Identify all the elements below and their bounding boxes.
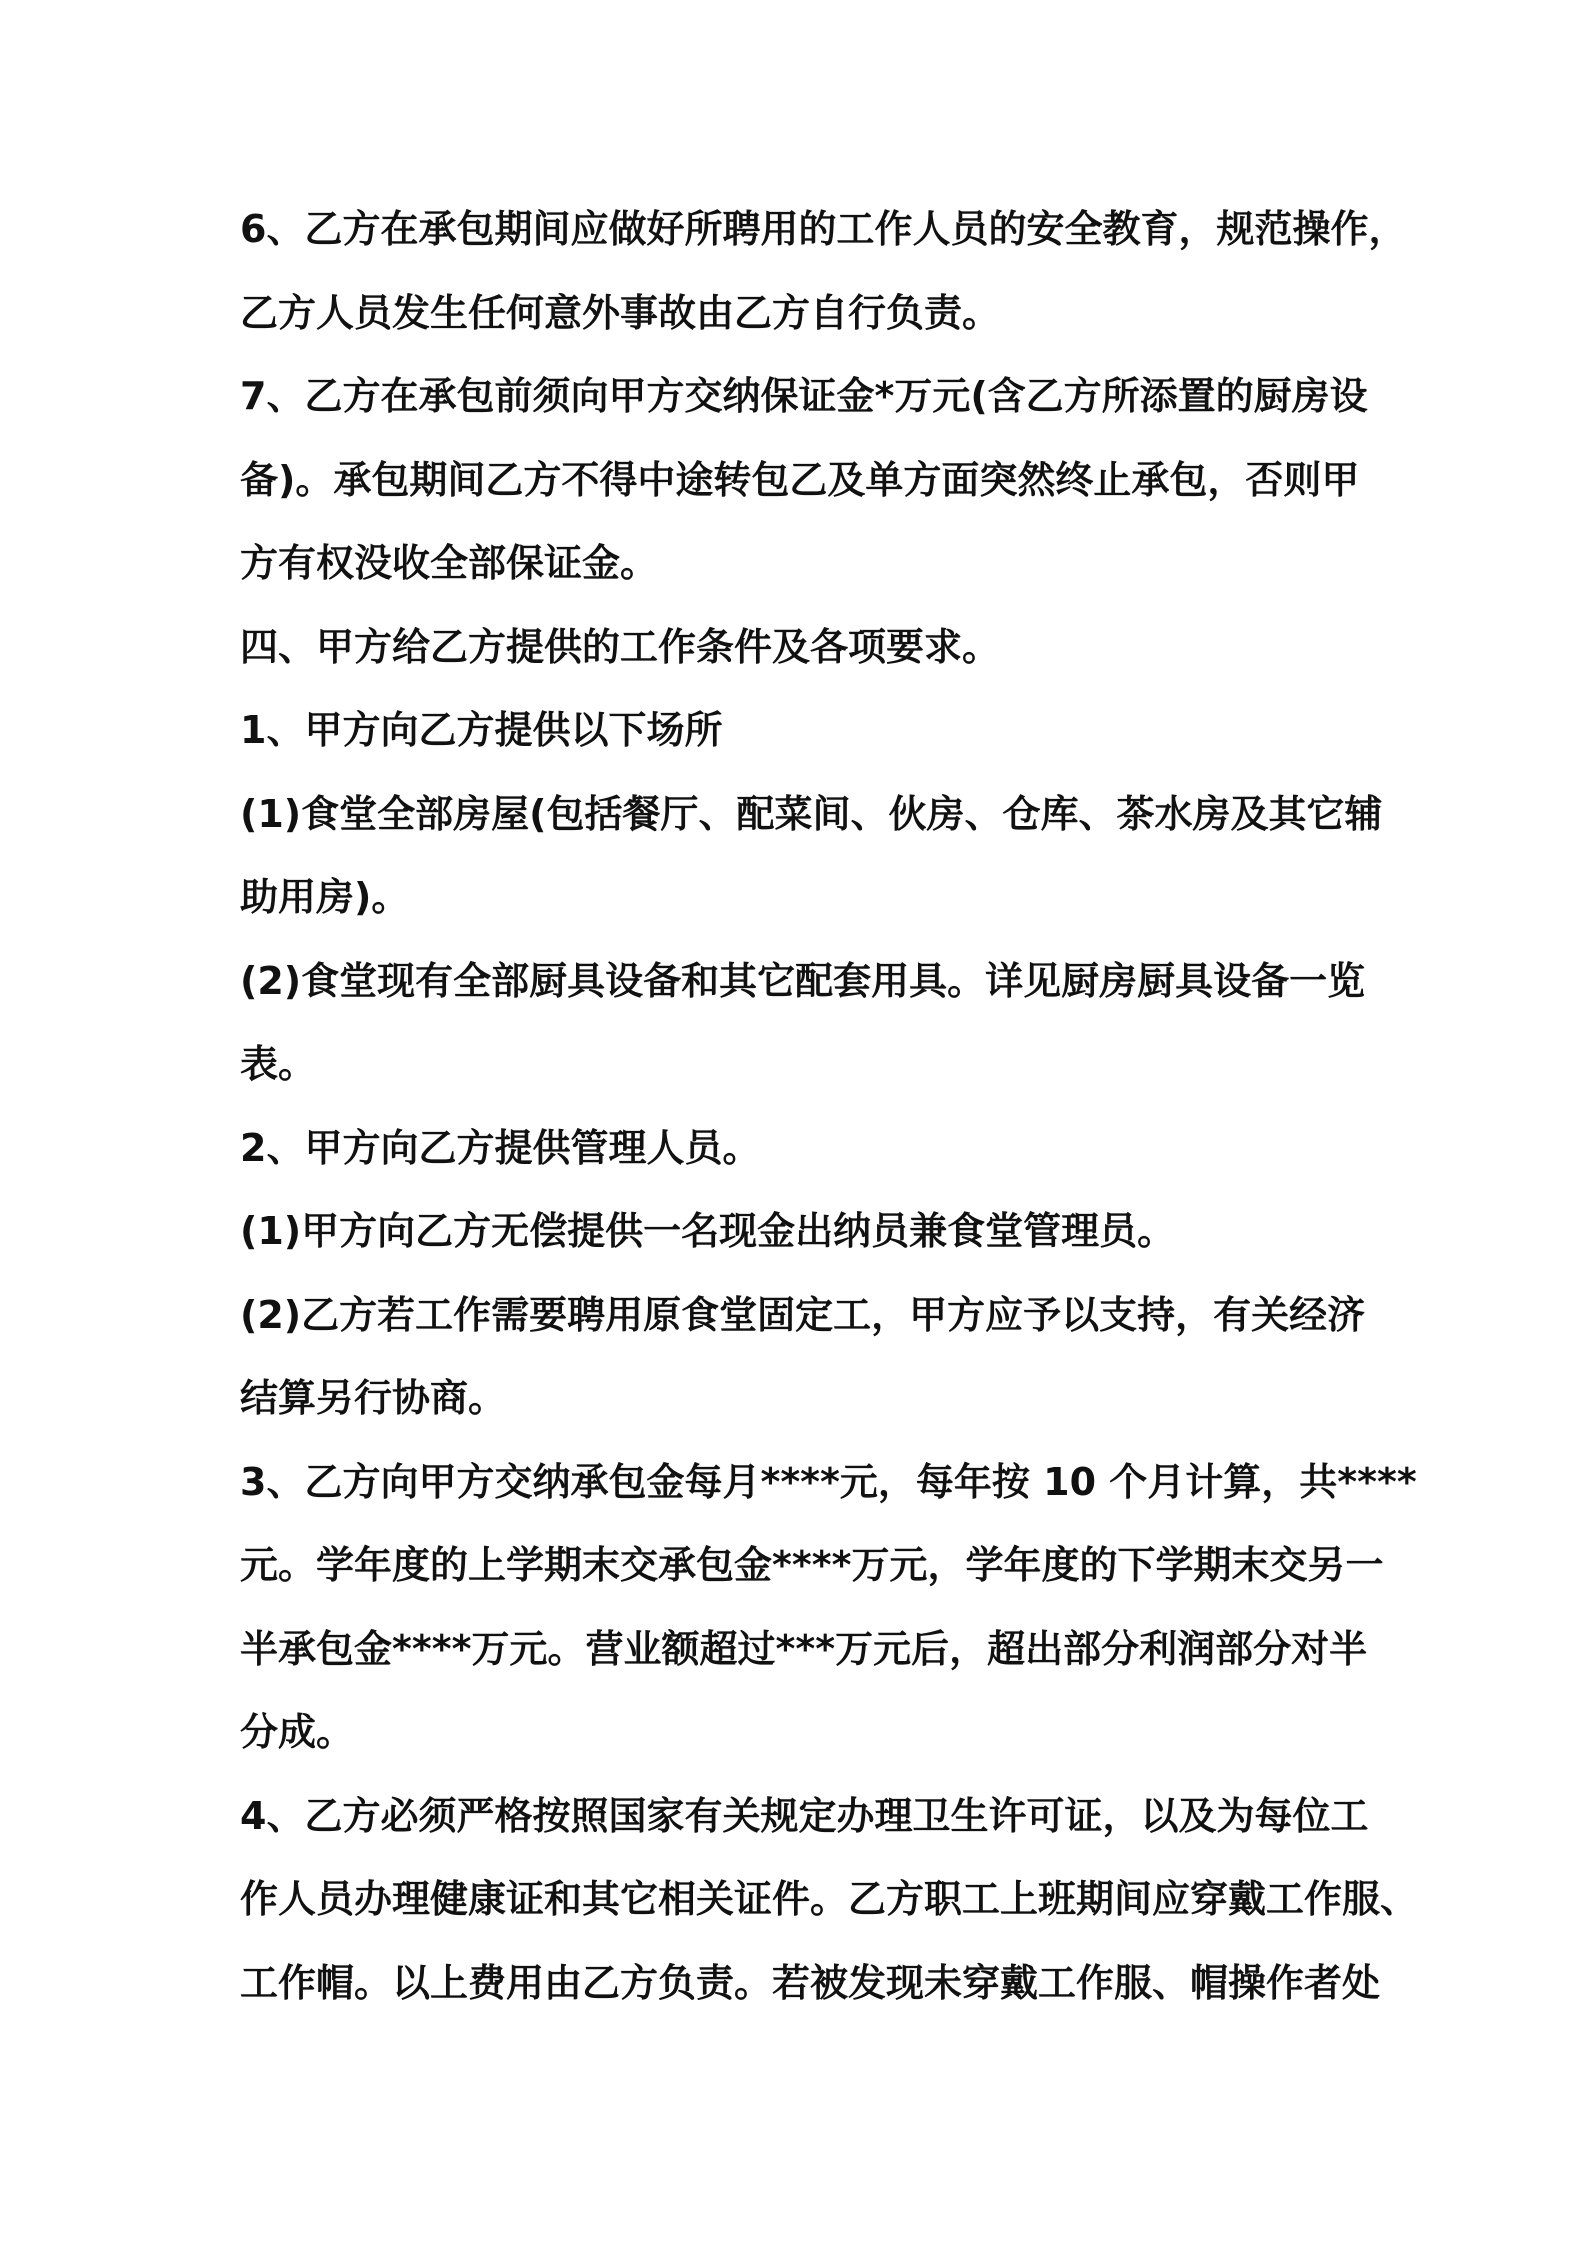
text-line: 3、乙方向甲方交纳承包金每月****元，每年按 10 个月计算，共**** [240, 1459, 1417, 1504]
text-line: 分成。 [240, 1710, 355, 1754]
document-body [240, 188, 1419, 2025]
text-line: 7、乙方在承包前须向甲方交纳保证金*万元(含乙方所添置的厨房设 [240, 374, 1368, 418]
text-line: 助用房)。 [240, 875, 410, 919]
text-line: 备)。承包期间乙方不得中途转包乙及单方面突然终止承包，否则甲 [240, 457, 1360, 502]
text-line: 工作帽。以上费用由乙方负责。若被发现未穿戴工作服、帽操作者处 [240, 1960, 1381, 2005]
text-line: 6、乙方在承包期间应做好所聘用的工作人员的安全教育，规范操作， [240, 207, 1407, 251]
text-line: (2)食堂现有全部厨具设备和其它配套用具。详见厨房厨具设备一览 [240, 958, 1366, 1003]
text-line: (2)乙方若工作需要聘用原食堂固定工，甲方应予以支持，有关经济 [240, 1292, 1366, 1337]
text-line: 作人员办理健康证和其它相关证件。乙方职工上班期间应穿戴工作服、 [240, 1877, 1419, 1921]
text-line: 表。 [240, 1042, 317, 1086]
text-line: 元。学年度的上学期末交承包金****万元，学年度的下学期末交另一 [240, 1543, 1384, 1587]
text-line: 结算另行协商。 [240, 1376, 507, 1420]
text-line: (1)食堂全部房屋(包括餐厅、配菜间、伙房、仓库、茶水房及其它辅 [240, 791, 1383, 836]
text-line: 4、乙方必须严格按照国家有关规定办理卫生许可证，以及为每位工 [240, 1793, 1369, 1838]
text-line: 乙方人员发生任何意外事故由乙方自行负责。 [240, 290, 1001, 335]
text-line: 半承包金****万元。营业额超过***万元后，超出部分利润部分对半 [240, 1626, 1368, 1671]
text-line: (1)甲方向乙方无偿提供一名现金出纳员兼食堂管理员。 [240, 1209, 1176, 1253]
section-heading: 四、甲方给乙方提供的工作条件及各项要求。 [240, 624, 1001, 669]
text-line: 方有权没收全部保证金。 [240, 541, 659, 585]
text-line: 1、甲方向乙方提供以下场所 [240, 708, 723, 752]
text-line: 2、甲方向乙方提供管理人员。 [240, 1125, 761, 1170]
